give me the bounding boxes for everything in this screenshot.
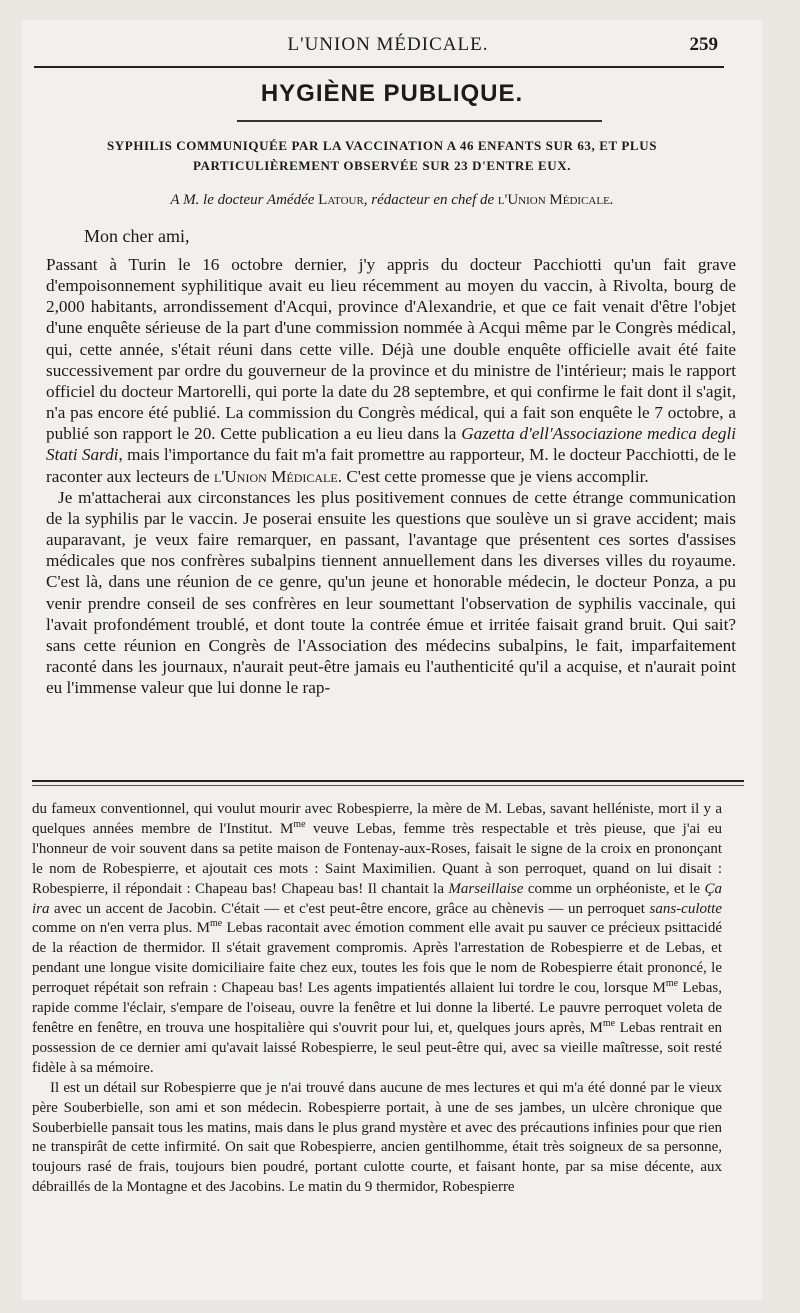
paragraph-1 — [46, 254, 736, 487]
paragraph-2: Je m'attacherai aux circonstances les plus positivement connues de cette étrange communication de la syphilis par le vaccin. Je poserai ensuite les questions que soulève un si grave accident; mais auparavant, je veux faire remarquer, en passant, l'avantage que présentent ces sortes d'assises médicales que nos confrères subalpins tiennent annuellement dans les diverses villes du royaume. C'est là, dans une réunion de ce genre, qu'un jeune et honorable médecin, le docteur Ponza, a pu venir prendre conseil de ses confrères en leur soumettant l'observation de syphilis vaccinale, qui l'avait profondément troublé, et dont toute la contrée émue et irritée faisait grand bruit. Qui sait? sans cette réunion en Congrès de l'Association des médecins subalpins, le fait, imparfaitement raconté dans les journaux, n'aurait peut-être jamais eu l'authenticité qu'il a acquise, et n'aurait point eu l'immense valeur que lui donne le rap- — [46, 487, 736, 698]
address-name: Latour — [318, 192, 364, 208]
footnote-paragraph-1 — [32, 800, 722, 1079]
superscript: me — [209, 918, 223, 930]
article-body — [46, 254, 736, 698]
address-end: . — [609, 192, 614, 208]
article-heading-line-2: PARTICULIÈREMENT OBSERVÉE SUR 23 D'ENTRE EUX. — [192, 158, 572, 173]
journal-title-italic: Gazetta d'ell'Associazione medica degli Stati Sardi — [46, 424, 736, 465]
running-title: L'UNION MÉDICALE. — [287, 34, 489, 55]
footnote-text: comme un orphéoniste, et le — [523, 880, 701, 897]
page-number: 259 — [689, 34, 718, 55]
address-journal: l'Union Médicale — [497, 192, 610, 208]
paragraph-1-text-a: Passant à Turin le 16 octobre dernier, j'y appris du docteur Pacchiotti qu'un fait grave d'empoisonnement syphilitique avait eu lieu récemment au moyen du vaccin, à Rivolta, bourg de 2,000 habitants, arrondissement d'Acqui, province d'Alexandrie, et que ce fait venait d'être l'objet d'une enquête sérieuse de la part d'une commission nommée à Acqui même par le Congrès médical, qui, cette année, s'était réuni dans cette ville. Déjà une double enquête officielle avait été faite successivement par ordre du gouverneur de la province et du ministre de l'intérieur; mais le rapport officiel du docteur Martorelli, qui porte la date du 28 septembre, et qui confirme le fait dont il s'agit, n'a pas encore été publié. La commission du Congrès médical, qui a fait son enquête le 7 octobre, a publié son rapport le 20. Cette publication a eu lieu dans la — [46, 255, 736, 444]
header-rule — [34, 66, 724, 68]
superscript: me — [293, 818, 306, 830]
paragraph-1-text-b: , mais l'importance du fait m'a fait promettre au rapporteur, M. le docteur Pacchiotti, de le raconter aux lecteurs de — [46, 445, 736, 486]
footnote-paragraph-2: Il est un détail sur Robespierre que je n'ai trouvé dans aucune de mes lectures et qui m'a été donné par le vieux père Souberbielle, son ami et son médecin. Robespierre portait, à une de ses jambes, un ulcère chronique que Souberbielle pansait tous les matins, mais dans le plus grand mystère et avec des précautions infinies pour que rien ne transpirât de cette infirmité. On sait que Robespierre, ancien gentilhomme, était très soigneux de sa personne, toujours rasé de frais, toujours bien poudré, portant culotte courte, et faisant honte, par sa mise décente, aux débraillés de la Montagne et des Jacobins. Le matin du 9 thermidor, Robespierre — [32, 1079, 722, 1196]
footnote-text: avec un accent de Jacobin. C'était — et c'est peut-être encore, grâce au chènevis — un perroquet — [49, 900, 645, 917]
salutation: Mon cher ami, — [84, 226, 190, 246]
address-prefix: A M. le docteur Amédée — [170, 192, 315, 208]
footnote-text: du fameux conventionnel, qui voulut mourir avec Robespierre, la mère de M. Lebas, savant helléniste, mort il y a quelques années membre de l'Institut. M — [32, 801, 722, 837]
document-page — [22, 20, 762, 1300]
footnote-text: veuve Lebas, femme très respectable et très pieuse, que j'ai eu l'honneur de voir souvent dans sa petite maison de Fontenay-aux-Roses, faisait le signe de la croix en prononçant le nom de Robespierre, et ajoutait ces mots : Saint Maximilien. Quant à son perroquet, quand on lui disait : Robespierre, il répondait : Chapeau bas! Chapeau bas! Il chantait la — [32, 820, 722, 897]
footnote-text: Lebas, rapide comme l'éclair, s'empare de l'oiseau, ouvre la fenêtre et lui donne la liberté. Le pauvre perroquet voleta de fenêtre en fenêtre, en trouva une hospitalière qui s'ouvrit pour lui, et, quelques jours après, M — [32, 980, 722, 1036]
footnotes — [32, 800, 722, 1198]
running-head — [58, 34, 718, 68]
footnote-text: Lebas rentrait en possession de ce dernier ami qu'avait laissé Robespierre, le seul peut-être qui, avec sa vieille maîtresse, soit resté fidèle à sa mémoire. — [32, 1019, 723, 1076]
italic-term: sans-culotte — [649, 900, 723, 917]
italic-term: Ça ira — [32, 880, 722, 917]
superscript: me — [665, 978, 679, 990]
footnote-text: Lebas racontait avec émotion comment elle avait pu sauver ce précieux psittacidé de la réaction de thermidor. Il s'était gravement compromis. Après l'arrestation de Robespierre et de Lebas, et pendant une longue visite domiciliaire faite chez eux, toutes les fois que le nom de Robespierre était prononcé, le perroquet répétait son refrain : Chapeau bas! Les agents impatientés allaient lui tordre le cou, lorsque M — [32, 920, 722, 997]
title-rule — [237, 120, 602, 122]
article-heading-line-1: SYPHILIS COMMUNIQUÉE PAR LA VACCINATION A 46 ENFANTS SUR 63, ET PLUS — [106, 138, 658, 153]
footnote-rule — [32, 780, 744, 782]
superscript: me — [602, 1017, 616, 1029]
letter-address — [82, 192, 702, 209]
section-title: HYGIÈNE PUBLIQUE. — [260, 80, 524, 107]
footnote-text: comme on n'en verra plus. M — [32, 920, 210, 937]
paragraph-1-text-c: . C'est cette promesse que je viens accomplir. — [337, 466, 649, 486]
address-middle: , rédacteur en chef de — [363, 192, 495, 208]
footnote-rule-thin — [32, 785, 744, 786]
journal-name: l'Union Médicale — [213, 466, 338, 486]
italic-term: Marseillaise — [448, 880, 524, 897]
article-heading — [42, 136, 722, 176]
